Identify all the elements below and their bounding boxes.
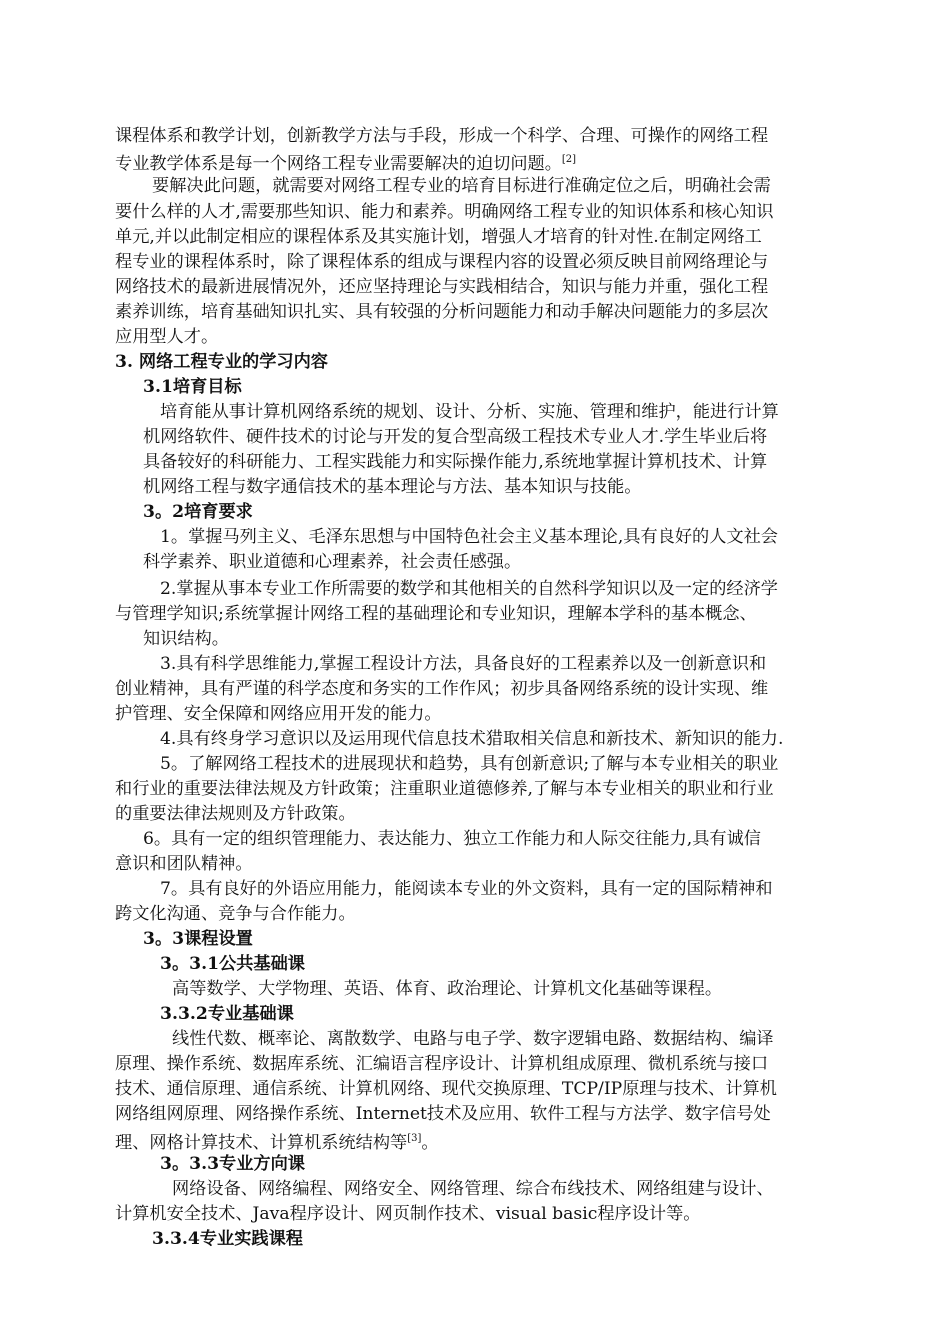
text-line: 网络组网原理、网络操作系统、Internet技术及应用、软件工程与方法学、数字信号处 [115,1104,771,1124]
text-line: 和行业的重要法律法规及方针政策；注重职业道德修养,了解与本专业相关的职业和行业 [115,779,774,799]
text-line: 4.具有终身学习意识以及运用现代信息技术猎取相关信息和新技术、新知识的能力. [160,729,784,749]
text-line: 要什么样的人才,需要那些知识、能力和素养。明确网络工程专业的知识体系和核心知识 [115,202,774,222]
text-line: 机网络工程与数字通信技术的基本理论与方法、基本知识与技能。 [143,477,642,497]
text-line: 1。掌握马列主义、毛泽东思想与中国特色社会主义基本理论,具有良好的人文社会 [160,527,778,547]
text-line: 素养训练，培育基础知识扎实、具有较强的分析问题能力和动手解决问题能力的多层次 [115,302,769,322]
text-line: 6。具有一定的组织管理能力、表达能力、独立工作能力和人际交往能力,具有诚信 [143,829,761,849]
text-line: 具备较好的科研能力、工程实践能力和实际操作能力,系统地掌握计算机技术、计算 [143,452,768,472]
text-line: 护管理、安全保障和网络应用开发的能力。 [115,704,442,724]
text-line: 意识和团队精神。 [115,854,253,874]
text-line: 专业教学体系是每一个网络工程专业需要解决的迫切问题。[2] [115,154,577,174]
text-line: 科学素养、职业道德和心理素养，社会责任感强。 [143,552,522,572]
citation-ref: [3] [407,1133,422,1144]
text-line: 理、网格计算技术、计算机系统结构等[3]。 [115,1133,439,1153]
text-line: 培育能从事计算机网络系统的规划、设计、分析、实施、管理和维护，能进行计算 [160,402,779,422]
text-line: 机网络软件、硬件技术的讨论与开发的复合型高级工程技术专业人才.学生毕业后将 [143,427,768,447]
text-line: 与管理学知识;系统掌握计网络工程的基础理论和专业知识，理解本学科的基本概念、 [115,604,757,624]
text-line: 高等数学、大学物理、英语、体育、政治理论、计算机文化基础等课程。 [172,979,723,999]
subsubsection-heading: 3。3.1公共基础课 [160,954,305,974]
text-line: 2.掌握从事本专业工作所需要的数学和其他相关的自然科学知识以及一定的经济学 [160,579,778,599]
subsection-heading: 3。3课程设置 [143,929,253,949]
text-line: 应用型人才。 [115,327,219,347]
text-line: 网络设备、网络编程、网络安全、网络管理、综合布线技术、网络组建与设计、 [172,1179,774,1199]
citation-ref: [2] [561,154,577,165]
section-heading: 3. 网络工程专业的学习内容 [115,352,328,372]
subsubsection-heading: 3.3.4专业实践课程 [152,1229,303,1249]
text-line: 课程体系和教学计划，创新教学方法与手段，形成一个科学、合理、可操作的网络工程 [115,126,769,146]
subsubsection-heading: 3.3.2专业基础课 [160,1004,294,1024]
text-line: 5。了解网络工程技术的进展现状和趋势，具有创新意识;了解与本专业相关的职业 [160,754,779,774]
text-line: 跨文化沟通、竞争与合作能力。 [115,904,356,924]
text-line: 的重要法律法规则及方针政策。 [115,804,356,824]
text-line: 网络技术的最新进展情况外，还应坚持理论与实践相结合，知识与能力并重，强化工程 [115,277,769,297]
subsection-heading: 3.1培育目标 [143,377,242,397]
text-line: 单元,并以此制定相应的课程体系及其实施计划，增强人才培育的针对性.在制定网络工 [115,227,762,247]
text-line: 要解决此问题，就需要对网络工程专业的培育目标进行准确定位之后，明确社会需 [152,176,771,196]
text-line: 线性代数、概率论、离散数学、电路与电子学、数字逻辑电路、数据结构、编译 [172,1029,774,1049]
text-line: 7。具有良好的外语应用能力，能阅读本专业的外文资料，具有一定的国际精神和 [160,879,773,899]
subsection-heading: 3。2培育要求 [143,502,253,522]
text-line: 程专业的课程体系时，除了课程体系的组成与课程内容的设置必须反映目前网络理论与 [115,252,769,272]
text-line: 创业精神，具有严谨的科学态度和务实的工作作风；初步具备网络系统的设计实现、维 [115,679,769,699]
text-line: 原理、操作系统、数据库系统、汇编语言程序设计、计算机组成原理、微机系统与接口 [115,1054,769,1074]
text-line: 技术、通信原理、通信系统、计算机网络、现代交换原理、TCP/IP原理与技术、计算机 [115,1079,777,1099]
text-line: 知识结构。 [143,629,229,649]
text-line: 3.具有科学思维能力,掌握工程设计方法，具备良好的工程素养以及一创新意识和 [160,654,767,674]
subsubsection-heading: 3。3.3专业方向课 [160,1154,305,1174]
text-line: 计算机安全技术、Java程序设计、网页制作技术、visual basic程序设计等。 [115,1204,701,1224]
